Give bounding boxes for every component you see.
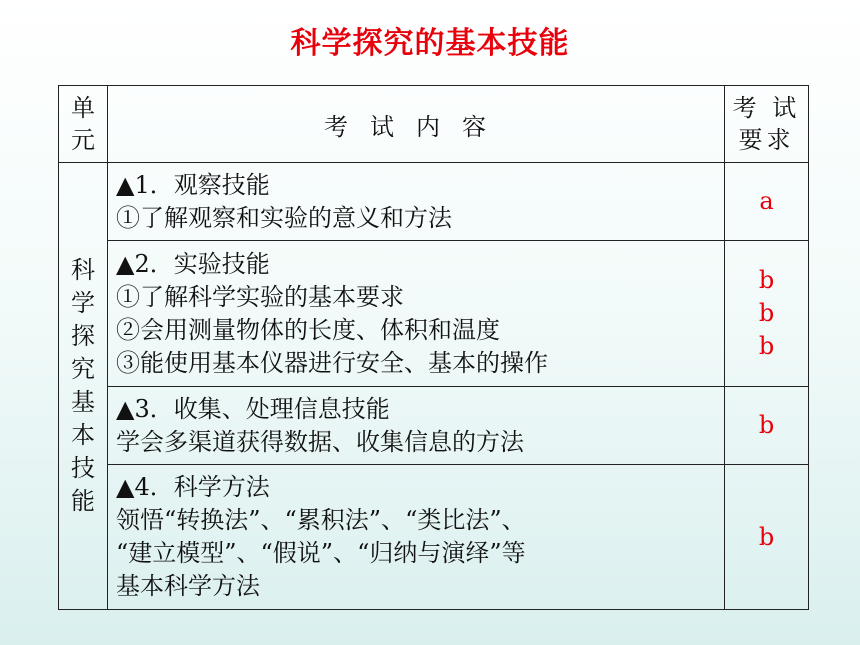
requirement-value: b — [758, 266, 775, 294]
header-content-label: 考试内容 — [324, 112, 508, 141]
unit-char: 能 — [71, 487, 95, 515]
header-unit-label-1: 单 — [71, 94, 95, 122]
content-cell-4 — [108, 465, 725, 610]
unit-char: 基 — [71, 388, 95, 416]
content-line: ①了解观察和实验的意义和方法 — [116, 203, 452, 232]
content-cell-2 — [108, 241, 725, 387]
content-cell-1 — [108, 163, 725, 241]
requirement-cell-3 — [725, 387, 809, 465]
requirement-value: b — [758, 411, 775, 439]
table-header-row — [59, 86, 809, 163]
content-cell-3 — [108, 387, 725, 465]
content-line: 学会多渠道获得数据、收集信息的方法 — [116, 427, 524, 456]
table-row — [59, 387, 809, 465]
table-row — [59, 241, 809, 387]
requirement-cell-2 — [725, 241, 809, 387]
requirement-value: b — [758, 522, 775, 551]
unit-cell — [59, 163, 108, 610]
content-line: ③能使用基本仪器进行安全、基本的操作 — [116, 348, 548, 377]
requirement-value: b — [758, 299, 775, 327]
content-line: ▲2．实验技能 — [116, 249, 270, 278]
unit-char: 学 — [71, 289, 95, 317]
content-line: “建立模型”、“假说”、“归纳与演绎”等 — [116, 539, 526, 567]
header-requirement-label-1: 考 试 — [732, 94, 801, 122]
header-requirement-label-2: 要求 — [738, 126, 795, 154]
requirement-value: a — [759, 187, 774, 215]
unit-char: 本 — [71, 421, 95, 449]
content-line: ①了解科学实验的基本要求 — [116, 282, 404, 311]
page-title: 科学探究的基本技能 — [290, 26, 570, 61]
header-unit-cell — [59, 86, 108, 163]
content-line: ②会用测量物体的长度、体积和温度 — [116, 315, 500, 344]
content-line: 基本科学方法 — [116, 572, 260, 600]
requirement-cell-4 — [725, 465, 809, 610]
unit-char: 技 — [71, 454, 95, 482]
header-requirement-cell — [725, 86, 809, 163]
content-line: 领悟“转换法”、“累积法”、“类比法”、 — [116, 506, 526, 534]
table-row — [59, 163, 809, 241]
content-line: ▲3．收集、处理信息技能 — [116, 394, 390, 423]
exam-content-table — [58, 85, 809, 610]
table-row — [59, 465, 809, 610]
requirement-cell-1 — [725, 163, 809, 241]
content-line: ▲1．观察技能 — [116, 170, 270, 199]
unit-char: 科 — [71, 256, 95, 284]
unit-char: 究 — [71, 355, 95, 383]
content-line: ▲4．科学方法 — [116, 473, 270, 501]
header-content-cell — [108, 86, 725, 163]
requirement-value: b — [758, 332, 775, 360]
unit-char: 探 — [71, 322, 95, 350]
header-unit-label-2: 元 — [71, 126, 95, 154]
